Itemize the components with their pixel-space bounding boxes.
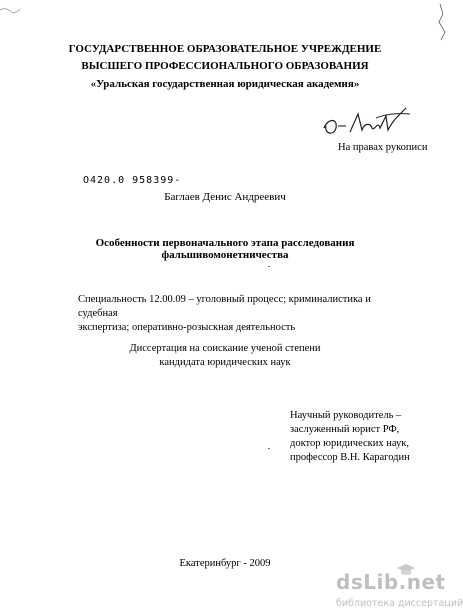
institution-header-line-3: «Уральская государственная юридическая академия»: [90, 78, 360, 90]
dslib-watermark: [336, 570, 463, 615]
manuscript-rights-note: На правах рукописи: [338, 142, 428, 153]
archive-code-stamp: О420.0 958399-: [83, 175, 182, 186]
degree-statement-line-2: кандидата юридических наук: [159, 357, 291, 368]
scan-speck: [268, 266, 270, 267]
author-name: Баглаев Денис Андреевич: [164, 191, 286, 203]
speciality-text: [78, 293, 408, 335]
supervisor-line-1: Научный руководитель –: [290, 410, 402, 421]
watermark-subtitle: библиотека диссертаций: [336, 598, 463, 609]
dissertation-title-line-1: Особенности первоначального этапа расследования: [95, 237, 355, 249]
speciality-line-2: экспертиза; оперативно-розыскная деятельность: [78, 322, 296, 333]
speciality-line-1: Специальность 12.00.09 – уголовный процесс; криминалистика и судебная: [78, 294, 371, 319]
city-year: Екатеринбург - 2009: [179, 558, 271, 569]
degree-statement-line-1: Диссертация на соискание ученой степени: [129, 343, 321, 354]
margin-scribble: [437, 2, 449, 42]
institution-header-line-1: ГОСУДАРСТВЕННОЕ ОБРАЗОВАТЕЛЬНОЕ УЧРЕЖДЕНИЕ: [68, 43, 382, 55]
supervisor-line-2: заслуженный юрист РФ,: [290, 424, 400, 435]
supervisor-line-3: доктор юридических наук,: [290, 438, 409, 449]
institution-header-line-2: ВЫСШЕГО ПРОФЕССИОНАЛЬНОГО ОБРАЗОВАНИЯ: [81, 60, 369, 72]
scan-speck: [268, 448, 270, 449]
supervisor-block: [290, 409, 410, 465]
dissertation-title-line-2: фальшивомонетничества: [161, 249, 289, 261]
scan-mark: [0, 2, 20, 12]
supervisor-line-4: профессор В.Н. Карагодин: [290, 452, 410, 463]
watermark-logo-text: dsLib.net: [336, 570, 446, 594]
handwritten-signature: [316, 104, 416, 144]
